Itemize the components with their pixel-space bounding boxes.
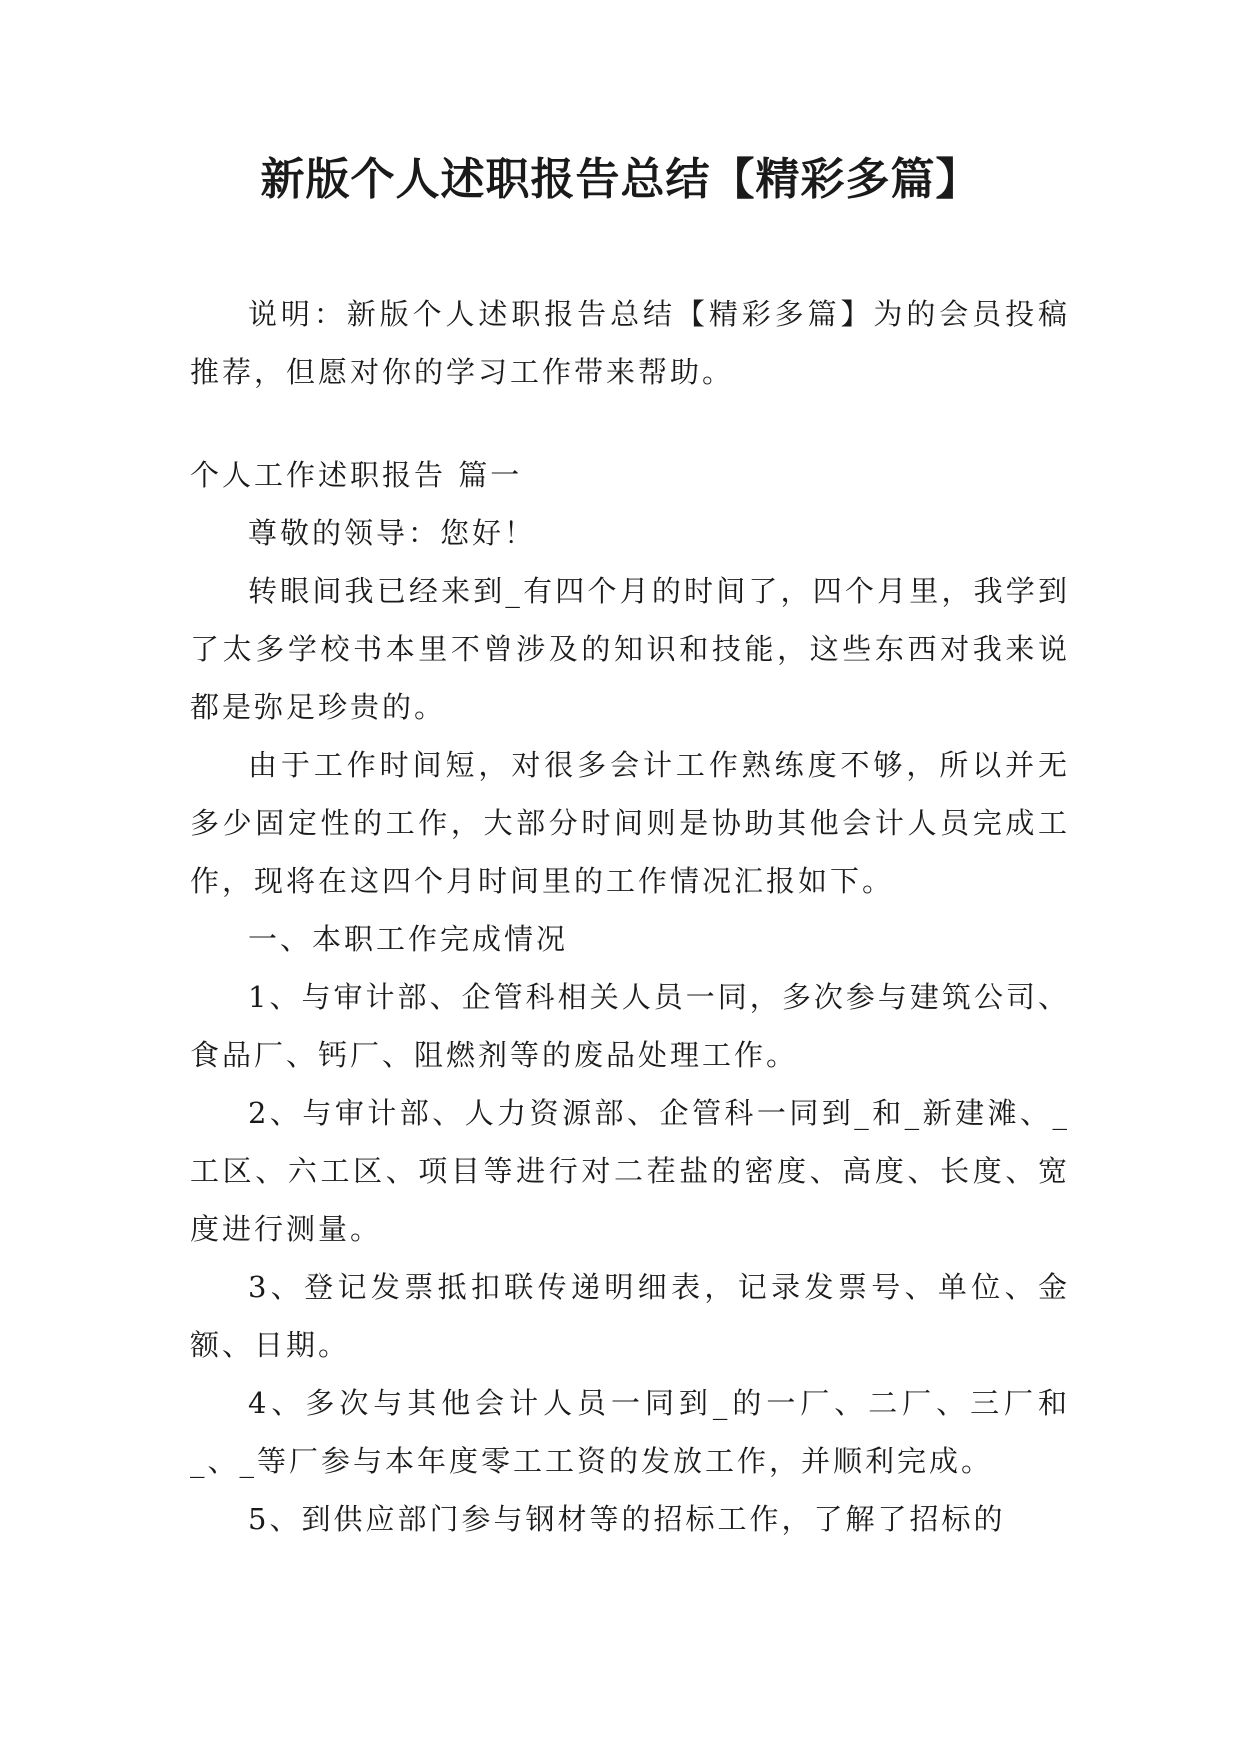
subsection-heading: 一、本职工作完成情况 bbox=[248, 922, 569, 956]
list-item: 2、与审计部、人力资源部、企管科一同到_和_新建滩、_工区、六工区、项目等进行对二茬盐的密度、高度、长度、宽度进行测量。 bbox=[190, 1096, 1070, 1246]
intro-paragraph: 说明：新版个人述职报告总结【精彩多篇】为的会员投稿推荐，但愿对你的学习工作带来帮助。 bbox=[190, 297, 1070, 389]
list-item: 4、多次与其他会计人员一同到_的一厂、二厂、三厂和_、_等厂参与本年度零工工资的发放工作，并顺利完成。 bbox=[190, 1386, 1070, 1478]
document-title: 新版个人述职报告总结【精彩多篇】 bbox=[260, 154, 981, 205]
document-body bbox=[190, 285, 1070, 1548]
list-item: 5、到供应部门参与钢材等的招标工作，了解了招标的 bbox=[248, 1502, 1006, 1536]
body-paragraph: 转眼间我已经来到_有四个月的时间了，四个月里，我学到了太多学校书本里不曾涉及的知识和技能，这些东西对我来说都是弥足珍贵的。 bbox=[190, 574, 1070, 724]
body-paragraph: 由于工作时间短，对很多会计工作熟练度不够，所以并无多少固定性的工作，大部分时间则是协助其他会计人员完成工作，现将在这四个月时间里的工作情况汇报如下。 bbox=[190, 748, 1070, 898]
list-item: 1、与审计部、企管科相关人员一同，多次参与建筑公司、食品厂、钙厂、阻燃剂等的废品处理工作。 bbox=[190, 980, 1070, 1072]
salutation: 尊敬的领导：您好！ bbox=[248, 516, 537, 550]
section-heading: 个人工作述职报告 篇一 bbox=[190, 458, 523, 492]
list-item: 3、登记发票抵扣联传递明细表，记录发票号、单位、金额、日期。 bbox=[190, 1270, 1070, 1362]
